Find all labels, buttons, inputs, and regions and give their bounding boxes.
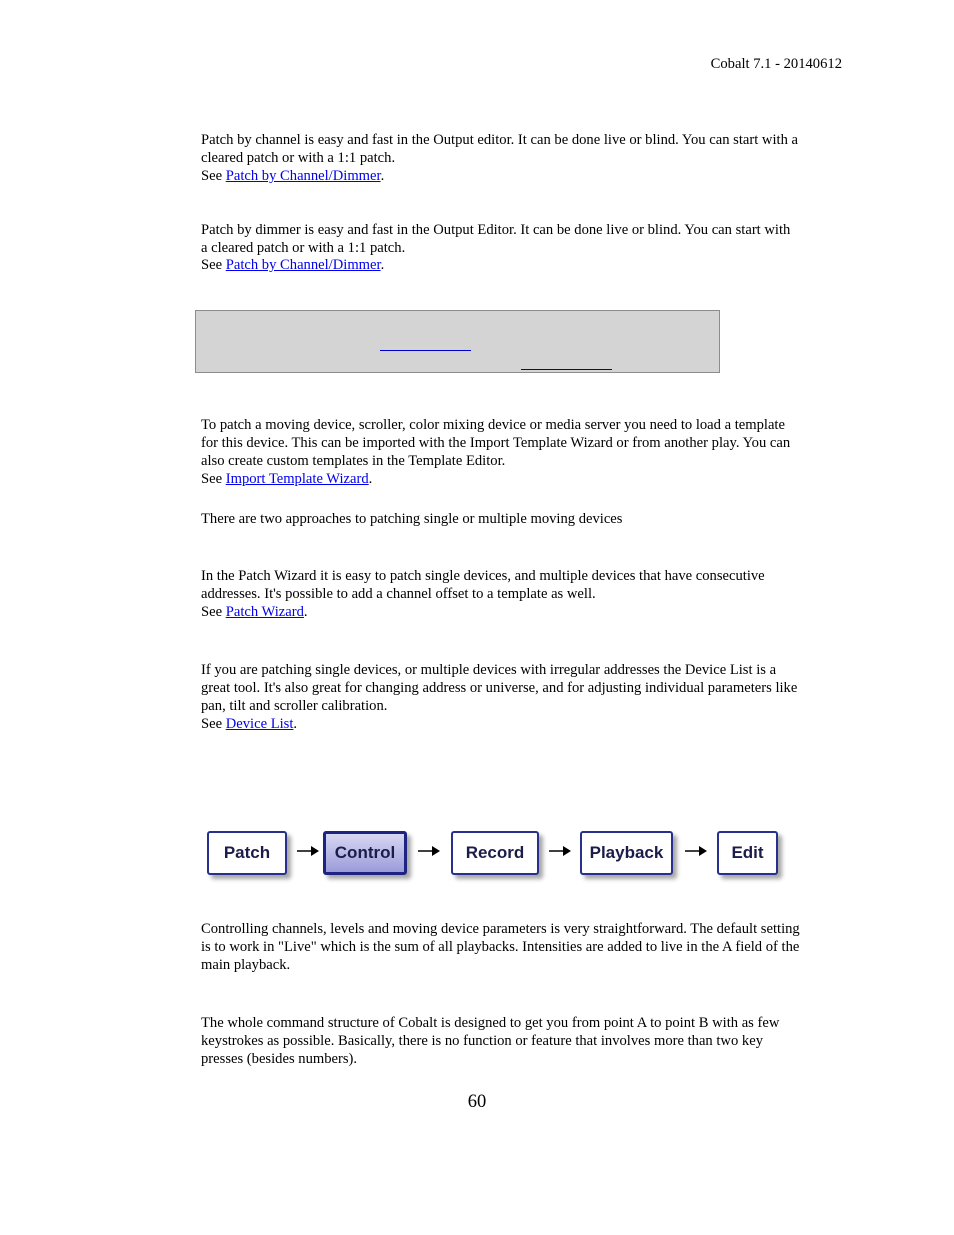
device-list-see bbox=[201, 715, 297, 733]
see-label: See bbox=[201, 604, 226, 620]
approaches-line1: There are two approaches to patching single or multiple moving devices bbox=[201, 511, 623, 527]
templates-line1: To patch a moving device, scroller, color mixing device or media server you need to load a template bbox=[201, 417, 785, 433]
see-label: See bbox=[201, 168, 226, 184]
templates-line3: also create custom templates in the Template Editor. bbox=[201, 453, 506, 469]
device-list-line3: pan, tilt and scroller calibration. bbox=[201, 698, 388, 714]
period: . bbox=[380, 257, 385, 273]
device-list-line2: great tool. It's also great for changing address or universe, and for adjusting individual parameters like bbox=[201, 680, 798, 696]
templates-line2: for this device. This can be imported with the Import Template Wizard or from another play. You can bbox=[201, 435, 791, 451]
patch-by-channel-dimmer-link[interactable]: Patch by Channel/Dimmer bbox=[225, 168, 381, 184]
patch-wizard-see bbox=[201, 603, 308, 621]
patch-dimmer-line1: Patch by dimmer is easy and fast in the Output Editor. It can be done live or blind. You can start with bbox=[201, 222, 791, 238]
arrow-right-icon bbox=[416, 842, 442, 860]
patch-wizard-line2: addresses. It's possible to add a channel offset to a template as well. bbox=[201, 586, 596, 602]
see-label: See bbox=[201, 257, 226, 273]
see-label: See bbox=[201, 471, 226, 487]
workflow-step-edit: Edit bbox=[717, 831, 778, 875]
period: . bbox=[368, 471, 373, 487]
period: . bbox=[303, 604, 308, 620]
controlling-line1: Controlling channels, levels and moving device parameters is very straightforward. The default setting bbox=[201, 921, 800, 937]
page-number: 60 bbox=[467, 1092, 487, 1112]
period: . bbox=[380, 168, 385, 184]
patch-dimmer-line2: a cleared patch or with a 1:1 patch. bbox=[201, 240, 406, 256]
arrow-right-icon bbox=[547, 842, 573, 860]
command-structure-line1: The whole command structure of Cobalt is designed to get you from point A to point B with as few bbox=[201, 1015, 780, 1031]
device-list-link[interactable]: Device List bbox=[225, 716, 294, 732]
controlling-line3: main playback. bbox=[201, 957, 291, 973]
workflow-step-control: Control bbox=[323, 831, 407, 875]
patch-dimmer-see bbox=[201, 256, 384, 274]
patch-channel-see bbox=[201, 167, 384, 185]
page-header: Cobalt 7.1 - 20140612 bbox=[710, 56, 842, 72]
patch-channel-line2: cleared patch or with a 1:1 patch. bbox=[201, 150, 396, 166]
controlling-line2: is to work in "Live" which is the sum of all playbacks. Intensities are added to live in the A field of the bbox=[201, 939, 800, 955]
arrow-right-icon bbox=[295, 842, 321, 860]
workflow-step-record: Record bbox=[451, 831, 539, 875]
workflow-step-patch: Patch bbox=[207, 831, 287, 875]
patch-channel-line1: Patch by channel is easy and fast in the Output editor. It can be done live or blind. You can start with a bbox=[201, 132, 798, 148]
workflow-step-playback: Playback bbox=[580, 831, 673, 875]
period: . bbox=[293, 716, 298, 732]
note-box bbox=[195, 310, 720, 373]
see-label: See bbox=[201, 716, 226, 732]
patch-by-channel-dimmer-link-2[interactable]: Patch by Channel/Dimmer bbox=[225, 257, 381, 273]
command-structure-line2: keystrokes as possible. Basically, there is no function or feature that involves more than two key bbox=[201, 1033, 763, 1049]
note-link-underline-2[interactable] bbox=[521, 369, 612, 370]
patch-wizard-link[interactable]: Patch Wizard bbox=[225, 604, 304, 620]
patch-wizard-line1: In the Patch Wizard it is easy to patch single devices, and multiple devices that have consecutive bbox=[201, 568, 765, 584]
note-link-underline-1[interactable] bbox=[380, 350, 471, 351]
workflow-diagram bbox=[200, 822, 800, 892]
device-list-line1: If you are patching single devices, or multiple devices with irregular addresses the Device List is a bbox=[201, 662, 777, 678]
templates-see bbox=[201, 470, 372, 488]
command-structure-line3: presses (besides numbers). bbox=[201, 1051, 358, 1067]
import-template-wizard-link[interactable]: Import Template Wizard bbox=[225, 471, 369, 487]
arrow-right-icon bbox=[683, 842, 709, 860]
